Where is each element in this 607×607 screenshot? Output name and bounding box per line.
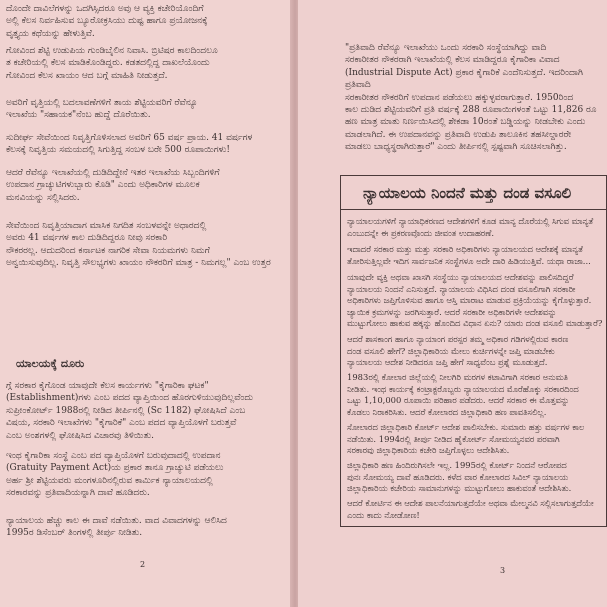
left-paragraph-5: ಆದರೆ ರೆವೆನ್ಯೂ ಇಲಾಖೆಯಲ್ಲಿ ದುಡಿದಿದ್ದೇನೆ ಇತರ ಇಲಾಖೆಯ ಸಿಬ್ಬಂದಿಗಳಿಗೆ ಉಪದಾನ ಗ್ರಾಚ್ಯುಟಿಗಳುಬ್ಬಾರು ಕೊಡಿ" ಎಂದು ಅಧಿಕಾರಿಗಳ ಮೂಲಕ ಮನವಿಯನ್ನು ಸಲ್ಲಿಸಿದರು. <box>6 168 220 203</box>
box-paragraph-4: ಆದರೆ ಶಾಸಕಾಂಗ ಹಾಗೂ ನ್ಯಾಯಾಂಗ ಪರಸ್ಪರ ತಮ್ಮ ಅಧಿಕಾರ ಗಡಿಗಳಲ್ಲಿರುವ ಕಾರಣ ದಂಡ ವಸೂಲಿ ಹೇಗೆ? ಜಿಲ್ಲಾಧಿಕಾರಿಯ ಮೇಲು ಕುರ್ಚಿಗಳನ್ನೇ ಜಪ್ತಿ ಮಾಡಬೇಕು ನ್ಯಾಯಾಲಯ ಆದೇಶ ನೀಡಿದರೂ ಜಪ್ತಿ ಹೇಗೆ ಸಾಧ್ಯವೆಂಬ ಪ್ರಶ್ನೆ ಮೂಡುತ್ತದೆ. <box>347 334 569 368</box>
left-paragraph-6: ಸೇವೆಯಿಂದ ನಿವೃತ್ತಿಯಾದಾಗ ಮಾಸಿಕ ನಿಗದಿತ ಸಂಬಳವನ್ನೇ ಅಧಾರದಲ್ಲಿ ಅವರು 41 ವರ್ಷಗಳ ಕಾಲ ದುಡಿದಿದ್ದರೂ ನೀವು ಸರಕಾರಿ ನೌಕರರಲ್ಲ. ಆದುದರಿಂದ ಕರ್ನಾಟಕ ನಾಗರಿಕ ಸೇವಾ ನಿಯಮಗಳು ನಿಮಗೆ ಅನ್ವಯಿಸುವುದಿಲ್ಲ. ನಿವೃತ್ತಿ ಸೌಲಭ್ಯಗಳು ಖಾಯಂ ನೌಕರರಿಗೆ ಮಾತ್ರ - ನಿಮಗಲ್ಲ" ಎಂಬ ಉತ್ತರ <box>6 221 271 269</box>
left-paragraph-1: ದೊಂದೇ ದಾವಿಲೆಗಳನ್ನು ಒದಗಿಸ್ಸಿದರೂ ಅವು ಆ ವ್ಯಕ್ತಿ ಕಚೇರಿಯೊಂದಿಗೆ ಅಲ್ಲಿ ಕೆಲಸ ನಿರ್ವಹಿಸುವ ಬ್ಯೂರೋಕ್ರಸಿಯು ದುಷ್ಟ ಹಾಗೂ ಪ್ರಯೋಜನಕ್ಕೆ ವೃತ್ತ್ಯಯ ಕಥೆಯನ್ನು ಹೇಳುತ್ತಿವೆ. <box>6 4 208 39</box>
inset-box <box>340 175 607 527</box>
box-paragraph-7: ಜಿಲ್ಲಾಧಿಕಾರಿ ಹಣ ಹಿಂದಿರುಗಿಸಲೇ ಇಲ್ಲ. 1995ರಲ್ಲಿ ಕೋರ್ಟ್ ನಿಂದನೆ ಆರೋಪದ ಪುನಃ ಸೋಮಯ್ಯ ದಾವೆ ಹೂಡಿದರು. ಕಳೆದ ವಾರ ಕೋಲಾರದ ಸಿವಿಲ್ ನ್ಯಾಯಾಲಯ ಜಿಲ್ಲಾಧಿಕಾರಿಯ ಕಚೇರಿಯ ಸಾಮಾನುಗಳನ್ನು ಮುಟ್ಟುಗೋಲು ಹಾಕುವಂತೆ ಆದೇಶಿಸಿತು. <box>347 460 572 494</box>
left-paragraph-8: ಇಂಥ ಕೈಗಾರಿಕಾ ಸಂಸ್ಥೆ ಎಂಬ ಪದ ವ್ಯಾಪ್ತಿಯೊಳಗೆ ಬರುವುದಾದಲ್ಲಿ ಉಪದಾನ (Gratuity Payment Act)ಯ ಪ್ರಕಾರ ತಾನೂ ಗ್ರಾಚ್ಯುಟಿ ಪಡೆಯಲು ಅರ್ಹ ಶ್ರೀ ಶೆಟ್ಟಿಯವರು ಮಂಗಳೂರಿನಲ್ಲಿರುವ ಕಾರ್ಮಿಕ ನ್ಯಾಯಾಲಯದಲ್ಲಿ ಸರಕಾರವನ್ನು ಪ್ರತಿವಾದಿಯನ್ನಾಗಿ ದಾವೆ ಹೂಡಿದರು. <box>6 451 224 499</box>
left-paragraph-4: ಸುದೀರ್ಘ ಸೇವೆಯಿಂದ ನಿವೃತ್ತಿಗೊಳಿಸಲಾದ ಅವರಿಗೆ 65 ವರ್ಷ ಪ್ರಾಯ. 41 ವರ್ಷಗಳ ಕೆಲಸಕ್ಕೆ ನಿವೃತ್ತಿಯ ಸಮಯದಲ್ಲಿ ಸಿಗುತ್ತಿದ್ದ ಸಂಬಳ ಬರೇ 500 ರೂಪಾಯಿಗಳು! <box>6 133 253 156</box>
page-number-right: 3 <box>500 566 506 575</box>
box-paragraph-3: ಯಾವುದೇ ವ್ಯಕ್ತಿ ಅಥವಾ ಖಾಸಗಿ ಸಂಸ್ಥೆಯು ನ್ಯಾಯಾಲಯದ ಆದೇಶವನ್ನು ಪಾಲಿಸದಿದ್ದರೆ ನ್ಯಾಯಾಲಯ ನಿಂದನೆ ಎನಿಸುತ್ತದೆ. ನ್ಯಾಯಾಲಯ ವಿಧಿಸಿದ ದಂಡ ವಸೂಲಿಗಾಗಿ ಸರಕಾರೀ ಅಧಿಕಾರಿಗಳು ಜಪ್ತಿಗೊಳಿಸುವ ಹಾಗೂ ಆಸ್ತಿ ಮಾರಾಟ ಮಾಡುವ ಪ್ರಕ್ರಿಯೆಯನ್ನು ಕೈಗೊಳ್ಳುತ್ತಾರೆ. ಜ್ಯಾಯಿಕ ಕ್ರಮಗಳನ್ನು ಜರಗಿಸುತ್ತಾರೆ. ಆದರೆ ಸರಕಾರೀ ಅಧಿಕಾರಿಗಳೇ ಆದೇಶವನ್ನು ಮುಟ್ಟುಗೋಲು ಹಾಕುವ ಹಕ್ಕನ್ನು ಹೊಂದಿದ ವಿಧಾನ ಏನು? ಯಾರು ದಂಡ ವಸೂಲಿ ಮಾಡುತ್ತಾರೆ? <box>347 272 603 329</box>
left-paragraph-9: ನ್ಯಾಯಾಲಯ ಹೆಚ್ಚು ಕಾಲ ಈ ದಾವೆ ನಡೆಯಿತು. ವಾದ ವಿವಾದಗಳನ್ನು ಆಲಿಸಿದ 1995ರ ಡಿಸೆಂಬರ್ ತಿಂಗಳಲ್ಲಿ ತೀರ್ಪು ನೀಡಿತು. <box>6 516 227 539</box>
box-paragraph-5: 1983ರಲ್ಲಿ ಕೋಲಾರ ಜಿಲ್ಲೆಯಲ್ಲಿ ನೀಲಗಿರಿ ಮರಗಳ ಕಟಾವಿಗಾಗಿ ಸರಕಾರ ಅನುಮತಿ ನೀಡಿತು. ಇಂಥ ಕಾರ್ಯಕ್ಕೆ ಕಂಟ್ರಾಕ್ಟರೊಬ್ಬರು ನ್ಯಾಯಾಲಯದ ಮೊರೆಹೊಕ್ಕು ಸರಕಾರದಿಂದ ಒಟ್ಟು 1,10,000 ರೂಪಾಯಿ ಪರಿಹಾರ ಪಡೆದರು. ಆದರೆ ಸರಕಾರ ಈ ಮೊತ್ತವನ್ನು ಕೊಡಲು ನಿರಾಕರಿಸಿತು. ಆದರೆ ಕೋಲಾರದ ಜಿಲ್ಲಾಧಿಕಾರಿ ಹಣ ಪಾವತಿಸಲಿಲ್ಲ. <box>347 372 579 417</box>
box-paragraph-1: ನ್ಯಾಯಾಲಯಗಳಿಗೆ ನ್ಯಾಯಾಧಿಕರಣದ ಆದೇಶಗಳಿಗೆ ಕೂಡ ಮಾನ್ಯ ದೊರೆಯಲ್ಲಿ ಸಿಗುವ ಮಾನ್ಯತೆ ಎಂಬುದನ್ನೇ ಈ ಪ್ರಕರಣವೊಂದು ಜೀವಂತ ಉದಾಹರಣೆ. <box>347 216 594 238</box>
left-paragraph-3: ಅವರಿಗೆ ವೃತ್ತಿಯಲ್ಲಿ ಬದಲಾವಣೆಗಳಿಗೆ ತಾಯ ಶೆಟ್ಟಿಯವರಿಗೆ ರೆವೆನ್ಯೂ ಇಲಾಖೆಯ "ಸಹಾಯಕ"ನೆಂಬ ಹುದ್ದೆ ದೊರೆಯಿತು. <box>6 98 198 121</box>
box-title-divider <box>341 209 607 210</box>
box-paragraph-8: ಆದರೆ ಕೋರ್ಟಿನ ಈ ಆದೇಶ ಪಾಲನೆಯಾಗುತ್ತದೆಯೇ ಅಥವಾ ಮೇಲ್ಮನವಿ ಸಲ್ಲಿಸಲಾಗುತ್ತದೆಯೇ ಎಂದು ಕಾದು ನೋಡೋಣ! <box>347 498 594 520</box>
section-heading: ಯಾಲಯಕ್ಕೆ ದೂರು <box>16 357 85 370</box>
right-paragraph-1: "ಪ್ರತಿವಾದಿ ರೆವೆನ್ಯೂ ಇಲಾಖೆಯು ಒಂದು ಸರಕಾರಿ ಸಂಸ್ಥೆಯಾಗಿದ್ದು ವಾದಿ ಸರಕಾರೀತರ ನೌಕರರಾಗಿ ಇಲಾಖೆಯಲ್ಲಿ ಕೆಲಸ ಮಾಡಿದ್ದರೂ ಕೈಗಾರಿಕಾ ವಿವಾದ (Industrial Dispute Act) ಪ್ರಕಾರ ಕೈಗಾರಿಕೆ ಎಂದೆನಿಸುತ್ತದೆ. ಇದರಿಂದಾಗಿ ಪ್ರತಿವಾದಿ ಸರಕಾರೀತರ ನೌಕರರಿಗೆ ಉಪದಾನ ಪಡೆಯಲು ಹಕ್ಕುಳ್ಳವರಾಗುತ್ತಾರೆ. 1950ರಿಂದ ಕಾಲ ದುಡಿದ ಶೆಟ್ಟಿಯವರಿಗೆ ಪ್ರತಿ ವರ್ಷಕ್ಕೆ 288 ರೂಪಾಯಿಗಳಂತೆ ಒಟ್ಟು 11,826 ರೂ ಹಣ ಮಾತ್ರ ಮಾತು ನಿರ್ಣಯಿಸಿದಲ್ಲಿ ಶೇಕಡಾ 10ರಂತೆ ಬಡ್ಡಿಯನ್ನು ನೀಡಬೇಕು ಎಂದು ಮಾಡಲಾಗಿದೆ. ಈ ಉಪದಾನವನ್ನು ಪ್ರತಿವಾದಿ ಉಡುಪಿ ತಾಲೂಕಿನ ತಹಸೀಲ್ದಾರರೇ ಮಾಡಲು ಬಾಧ್ಯಸ್ಥರಾಗಿರುತ್ತಾರೆ" ಎಂದು ತೀರ್ಪಿನಲ್ಲಿ ಸ್ಪಷ್ಟವಾಗಿ ಸೂಚಿಸಲಾಗಿತ್ತು. <box>345 43 597 153</box>
box-paragraph-6: ಸೋಲಾರದ ಜಿಲ್ಲಾಧಿಕಾರಿ ಕೋರ್ಟ್ ಆದೇಶ ಪಾಲಿಸಬೇಕು. ಸುಮಾರು ಹತ್ತು ವರ್ಷಗಳ ಕಾಲ ನಡೆಯಿತು. 1994ರಲ್ಲಿ ತೀರ್ಪು ನೀಡಿದ ಹೈಕೋರ್ಟ್ ಸೋಮಯ್ಯನವರ ಪರವಾಗಿ ಸರಕಾರವು ಜಿಲ್ಲಾಧಿಕಾರಿಯ ಕಚೇರಿ ಜಪ್ತಿಗೊಳ್ಳಲು ಆದೇಶಿಸಿತು. <box>347 422 585 456</box>
box-title: ನ್ಯಾಯಾಲಯ ನಿಂದನೆ ಮತ್ತು ದಂಡ ವಸೂಲಿ <box>363 184 572 202</box>
left-paragraph-7: ಗ್ಗೆ ಸರಕಾರ ಕೈಗೊಂಡ ಯಾವುದೇ ಕೆಲಸ ಕಾರ್ಯಗಳು "ಕೈಗಾರಿಕಾ ಘಟಕ" (Establishment)ಗಳು ಎಂಬ ಪದದ ವ್ಯಾಪ್ತಿಯಿಂದ ಹೊರಗುಳಿಯುವುದಿಲ್ಲವೆಂದು ಸುಪ್ರೀಂಕೋರ್ಟ್ 1988ರಲ್ಲಿ ನೀಡಿದ ತೀರ್ಪಿನಲ್ಲಿ (Sc 1182) ಘೋಷಿಸಿದೆ ಎಂಬ ವಿಷಯ, ಸರಕಾರಿ ಇಲಾಖೆಗಳು "ಕೈಗಾರಿಕೆ" ಎಂಬ ಪದದ ವ್ಯಾಪ್ತಿಯೊಳಗೆ ಬರುತ್ತವೆ ಎಂಬ ಅಂಶಗಳಲ್ಲಿ ಘೋಷಿಸಿದ ವಿಚಾರವು ತಿಳಿಯಿತು. <box>6 381 254 441</box>
left-paragraph-2: ಗೋವಿಂದ ಶೆಟ್ಟಿ ಉಡುಪಿಯ ಗುಂಡಿಬೈಲಿನ ನಿವಾಸಿ. ಬ್ರಿಟಿಷರ ಕಾಲದಿಂದಲೂ ತ ಕಚೇರಿಯಲ್ಲಿ ಕೆಲಸ ಮಾಡಿಕೊಂಡಿದ್ದರು. ಕಡತದಲ್ಲಿದ್ದ ದಾಖಲೆಯೊಂದು ಗೋವಿಂದ ಕೆಲಸ ಖಾಯಂ ಆದ ಬಗ್ಗೆ ಮಾಹಿತಿ ನೀಡುತ್ತದೆ. <box>6 46 218 81</box>
box-paragraph-2: ಇದಾದರೆ ಸರಕಾರ ಮತ್ತು ಮತ್ತು ಸರಕಾರಿ ಅಧಿಕಾರಿಗಳು ನ್ಯಾಯಾಲಯದ ಆದೇಶಕ್ಕೆ ಮಾನ್ಯತೆ ತೋರಿಸುತ್ತಿಲ್ಲವೇ ಇದಿಗ ಸಾರ್ವಜನಿಕ ಸಂಸ್ಥೆಗಳೂ ಅದೇ ದಾರಿ ಹಿಡಿಯುತ್ತಿವೆ. ಯಥಾ ರಾಜಾ... <box>347 244 591 266</box>
page-number-left: 2 <box>140 560 146 569</box>
left-page <box>0 0 292 607</box>
